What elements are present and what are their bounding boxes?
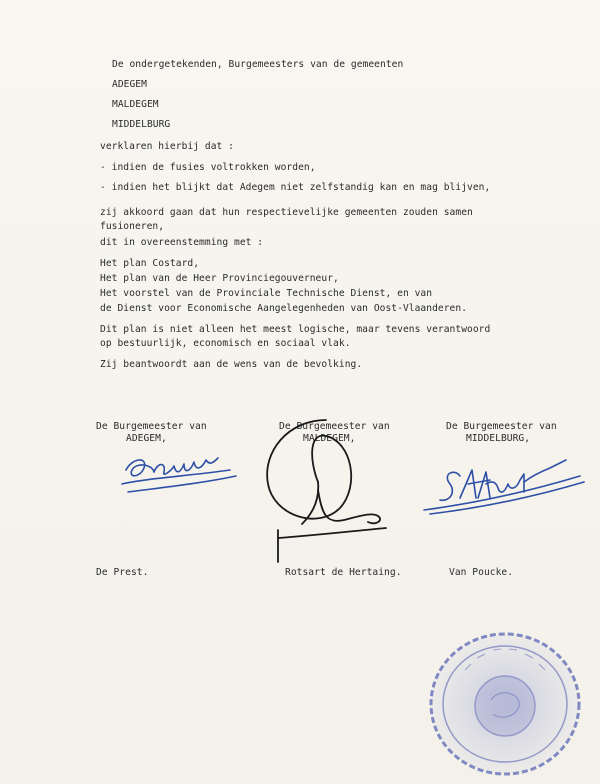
- signatory-3-municipality: MIDDELBURG,: [466, 433, 531, 444]
- condition-2: - indien het blijkt dat Adegem niet zelfstandig kan en mag blijven,: [100, 182, 491, 193]
- signatory-3-name: Van Poucke.: [449, 567, 514, 578]
- agreement-line-1: zij akkoord gaan dat hun respectievelijke gemeenten zouden samen: [100, 207, 473, 218]
- signatory-1-name: De Prest.: [96, 567, 149, 578]
- plan-line-2: Het plan van de Heer Provinciegouverneur,: [100, 273, 339, 284]
- logic-line-1: Dit plan is niet alleen het meest logische, maar tevens verantwoord: [100, 324, 491, 335]
- declare-line: verklaren hierbij dat :: [100, 141, 234, 152]
- plan-line-4: de Dienst voor Economische Aangelegenheden van Oost-Vlaanderen.: [100, 303, 468, 314]
- signatory-3-title: De Burgemeester van: [446, 421, 557, 432]
- logic-line-2: op bestuurlijk, economisch en sociaal vlak.: [100, 338, 351, 349]
- municipality-adegem: ADEGEM: [112, 79, 147, 90]
- signatory-2-title: De Burgemeester van: [279, 421, 390, 432]
- signature-1-icon: [118, 448, 248, 508]
- signature-3-icon: [420, 454, 590, 524]
- signatory-1-municipality: ADEGEM,: [126, 433, 167, 444]
- signatory-2-municipality: MALDEGEM,: [303, 433, 356, 444]
- plan-line-3: Het voorstel van de Provinciale Technische Dienst, en van: [100, 288, 433, 299]
- wish-line: Zij beantwoordt aan de wens van de bevolking.: [100, 359, 363, 370]
- signatory-2-name: Rotsart de Hertaing.: [285, 567, 402, 578]
- intro-line: De ondergetekenden, Burgemeesters van de gemeenten: [112, 59, 404, 70]
- accordance-line: dit in overeenstemming met :: [100, 237, 264, 248]
- municipality-middelburg: MIDDELBURG: [112, 119, 171, 130]
- municipal-seal-icon: [425, 630, 585, 780]
- plan-line-1: Het plan Costard,: [100, 258, 200, 269]
- agreement-line-2: fusioneren,: [100, 221, 165, 232]
- signatory-1-title: De Burgemeester van: [96, 421, 207, 432]
- municipality-maldegem: MALDEGEM: [112, 99, 159, 110]
- condition-1: - indien de fusies voltrokken worden,: [100, 162, 316, 173]
